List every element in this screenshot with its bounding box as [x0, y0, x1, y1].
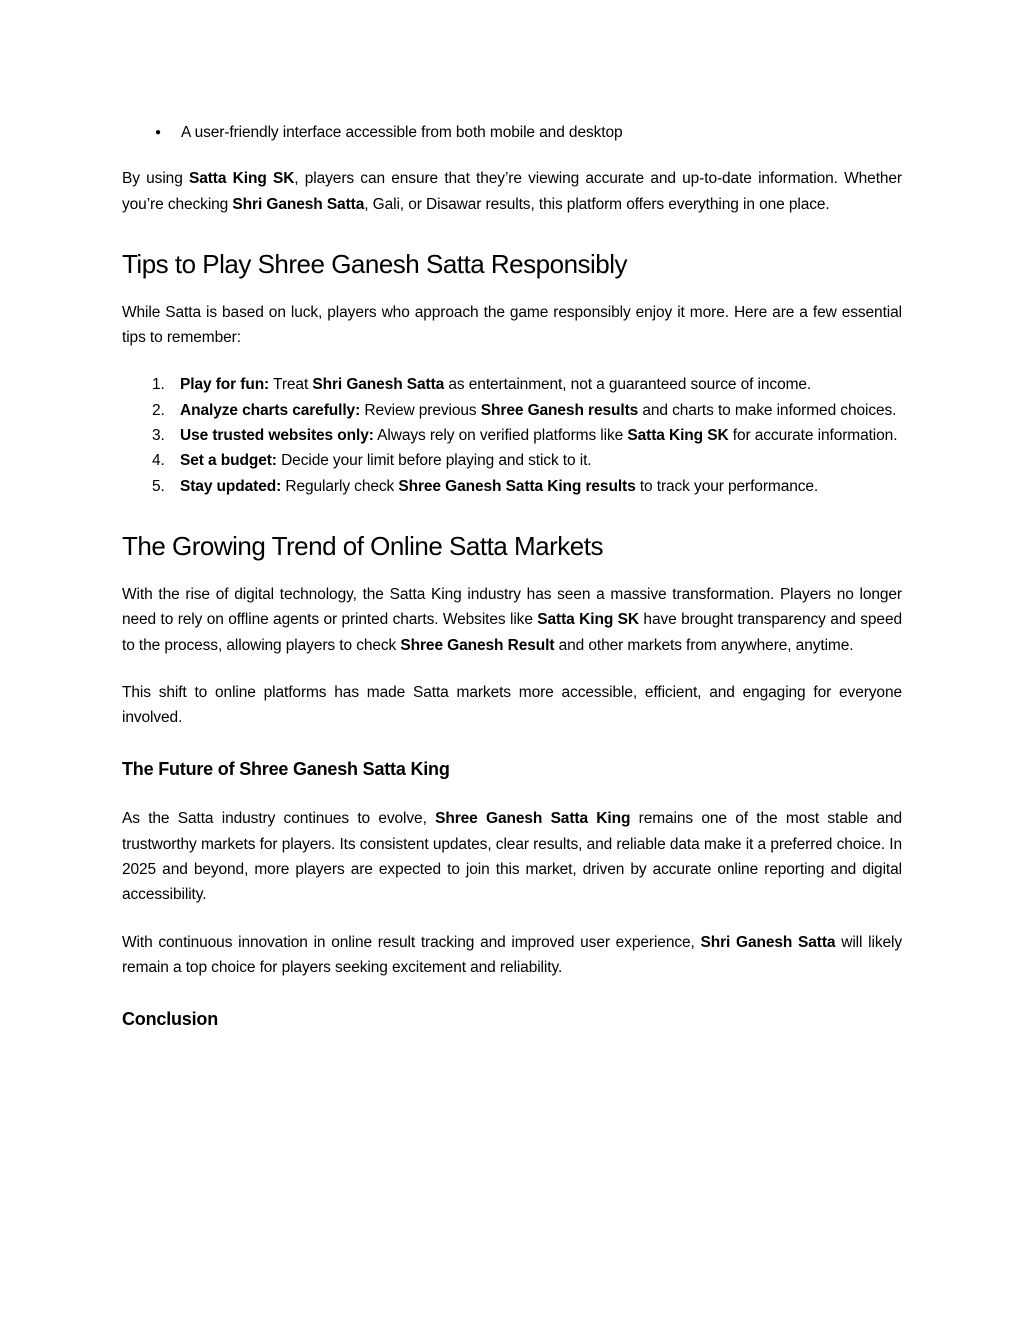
bullet-item [155, 120, 902, 145]
bullet-icon: ● [155, 127, 161, 138]
list-item-number: 3. [152, 427, 165, 445]
list-item-text: Play for fun: Treat Shri Ganesh Satta as entertainment, not a guaranteed source of income. [180, 376, 812, 394]
list-item-number: 4. [152, 452, 165, 470]
heading-future: The Future of Shree Ganesh Satta King [122, 759, 450, 780]
heading-conclusion: Conclusion [122, 1009, 218, 1030]
intro-bullet-list [122, 120, 902, 145]
tips-ordered-list [122, 372, 902, 498]
list-item-number: 2. [152, 401, 165, 419]
list-item-text: Analyze charts carefully: Review previous Shree Ganesh results and charts to make informed choices. [180, 401, 897, 419]
list-item-number: 1. [152, 376, 165, 394]
shift-paragraph: This shift to online platforms has made Satta markets more accessible, efficient, and engaging for everyone involved. [122, 683, 902, 727]
list-item-text: Use trusted websites only: Always rely on verified platforms like Satta King SK for accurate information. [180, 427, 898, 445]
bullet-item-text: A user-friendly interface accessible from both mobile and desktop [181, 124, 623, 141]
list-item-text: Stay updated: Regularly check Shree Ganesh Satta King results to track your performance. [180, 477, 819, 495]
list-item-number: 5. [152, 477, 165, 495]
list-item [152, 423, 902, 448]
list-item [152, 448, 902, 473]
trend-paragraph: With the rise of digital technology, the Satta King industry has seen a massive transformation. Players no longer need to rely on offline agents or printed charts. Websites like Satta King SK have brought transparency and speed to the process, allowing players to check Shree Ganesh Result and other markets from anywhere, anytime. [122, 585, 902, 654]
innovation-paragraph: With continuous innovation in online result tracking and improved user experience, Shri Ganesh Satta will likely remain a top choice for players seeking excitement and reliability. [122, 933, 902, 976]
future-paragraph: As the Satta industry continues to evolve, Shree Ganesh Satta King remains one of the most stable and trustworthy markets for players. Its consistent updates, clear results, and reliable data make it a preferred choice. In 2025 and beyond, more players are expected to join this market, driven by accurate online reporting and digital accessibility. [122, 810, 903, 904]
list-item [152, 474, 902, 499]
list-item [152, 372, 902, 397]
tips-intro-paragraph: While Satta is based on luck, players who approach the game responsibly enjoy it more. Here are a few essential tips to remember: [122, 303, 902, 347]
heading-tips: Tips to Play Shree Ganesh Satta Responsibly [122, 248, 628, 279]
list-item [152, 398, 902, 423]
intro-paragraph: By using Satta King SK, players can ensure that they’re viewing accurate and up-to-date information. Whether you’re checking Shri Ganesh Satta, Gali, or Disawar results, this platform offers everything in one place. [122, 170, 902, 213]
heading-growing-trend: The Growing Trend of Online Satta Markets [122, 530, 603, 561]
list-item-text: Set a budget: Decide your limit before playing and stick to it. [180, 452, 592, 470]
